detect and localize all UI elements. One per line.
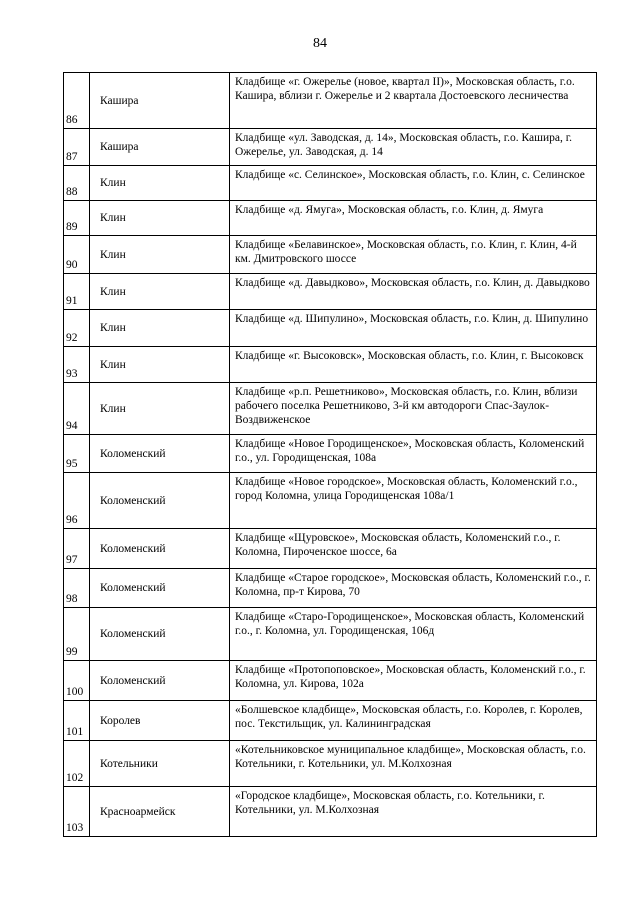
- row-city: Кашира: [90, 129, 230, 166]
- row-description: Кладбище «Новое городское», Московская область, Коломенский г.о., город Коломна, улица Городищенская 108а/1: [230, 473, 597, 529]
- row-description: Кладбище «Щуровское», Московская область, Коломенский г.о., г. Коломна, Пироченское шоссе, 6а: [230, 529, 597, 569]
- cemetery-table: [63, 72, 597, 837]
- row-city: Клин: [90, 383, 230, 435]
- row-city: Кашира: [90, 73, 230, 129]
- row-description: Кладбище «д. Шипулино», Московская область, г.о. Клин, д. Шипулино: [230, 310, 597, 347]
- table-row: [64, 529, 597, 569]
- table-row: [64, 383, 597, 435]
- row-description: «Болшевское кладбище», Московская область, г.о. Королев, г. Королев, пос. Текстильщик, ул. Калининградская: [230, 701, 597, 741]
- table-row: [64, 73, 597, 129]
- row-number: 86: [64, 73, 90, 129]
- table-row: [64, 274, 597, 310]
- row-number: 98: [64, 569, 90, 608]
- table-row: [64, 435, 597, 473]
- row-number: 87: [64, 129, 90, 166]
- row-description: Кладбище «Старо-Городищенское», Московская область, Коломенский г.о., г. Коломна, ул. Городищенская, 106д: [230, 608, 597, 661]
- row-description: «Котельниковское муниципальное кладбище», Московская область, г.о. Котельники, г. Котельники, ул. М.Колхозная: [230, 741, 597, 787]
- table-row: [64, 701, 597, 741]
- row-city: Коломенский: [90, 473, 230, 529]
- row-description: Кладбище «г. Высоковск», Московская область, г.о. Клин, г. Высоковск: [230, 347, 597, 383]
- row-city: Коломенский: [90, 608, 230, 661]
- row-description: Кладбище «г. Ожерелье (новое, квартал II)», Московская область, г.о. Кашира, вблизи г. Ожерелье и 2 квартала Достоевского лесничества: [230, 73, 597, 129]
- row-city: Коломенский: [90, 569, 230, 608]
- table-row: [64, 129, 597, 166]
- page-number: 84: [313, 36, 327, 51]
- row-description: Кладбище «с. Селинское», Московская область, г.о. Клин, с. Селинское: [230, 166, 597, 201]
- row-description: Кладбище «Протопоповское», Московская область, Коломенский г.о., г. Коломна, ул. Кирова, 102а: [230, 661, 597, 701]
- row-city: Коломенский: [90, 661, 230, 701]
- row-city: Клин: [90, 236, 230, 274]
- row-number: 97: [64, 529, 90, 569]
- table-row: [64, 661, 597, 701]
- row-number: 91: [64, 274, 90, 310]
- row-city: Коломенский: [90, 529, 230, 569]
- row-number: 94: [64, 383, 90, 435]
- table-row: [64, 569, 597, 608]
- row-city: Клин: [90, 347, 230, 383]
- row-city: Коломенский: [90, 435, 230, 473]
- row-description: Кладбище «Белавинское», Московская область, г.о. Клин, г. Клин, 4-й км. Дмитровского шоссе: [230, 236, 597, 274]
- row-city: Королев: [90, 701, 230, 741]
- row-number: 92: [64, 310, 90, 347]
- row-number: 90: [64, 236, 90, 274]
- row-description: Кладбище «Новое Городищенское», Московская область, Коломенский г.о., ул. Городищенская, 108а: [230, 435, 597, 473]
- row-number: 89: [64, 201, 90, 236]
- row-description: «Городское кладбище», Московская область, г.о. Котельники, г. Котельники, ул. М.Колхозная: [230, 787, 597, 837]
- row-number: 95: [64, 435, 90, 473]
- table-row: [64, 201, 597, 236]
- row-description: Кладбище «ул. Заводская, д. 14», Московская область, г.о. Кашира, г. Ожерелье, ул. Заводская, д. 14: [230, 129, 597, 166]
- row-description: Кладбище «Старое городское», Московская область, Коломенский г.о., г. Коломна, пр-т Кирова, 70: [230, 569, 597, 608]
- table-row: [64, 473, 597, 529]
- table-row: [64, 741, 597, 787]
- row-city: Котельники: [90, 741, 230, 787]
- row-city: Красноармейск: [90, 787, 230, 837]
- row-city: Клин: [90, 274, 230, 310]
- row-number: 99: [64, 608, 90, 661]
- row-city: Клин: [90, 310, 230, 347]
- table-row: [64, 608, 597, 661]
- row-number: 93: [64, 347, 90, 383]
- row-description: Кладбище «р.п. Решетниково», Московская область, г.о. Клин, вблизи рабочего поселка Решетниково, 3-й км автодороги Спас-Заулок-Воздвиженское: [230, 383, 597, 435]
- table-row: [64, 347, 597, 383]
- row-number: 96: [64, 473, 90, 529]
- row-number: 88: [64, 166, 90, 201]
- table-row: [64, 787, 597, 837]
- row-city: Клин: [90, 166, 230, 201]
- table-row: [64, 310, 597, 347]
- table-row: [64, 236, 597, 274]
- row-description: Кладбище «д. Давыдково», Московская область, г.о. Клин, д. Давыдково: [230, 274, 597, 310]
- table-row: [64, 166, 597, 201]
- row-number: 101: [64, 701, 90, 741]
- row-number: 100: [64, 661, 90, 701]
- row-number: 103: [64, 787, 90, 837]
- row-city: Клин: [90, 201, 230, 236]
- row-description: Кладбище «д. Ямуга», Московская область, г.о. Клин, д. Ямуга: [230, 201, 597, 236]
- row-number: 102: [64, 741, 90, 787]
